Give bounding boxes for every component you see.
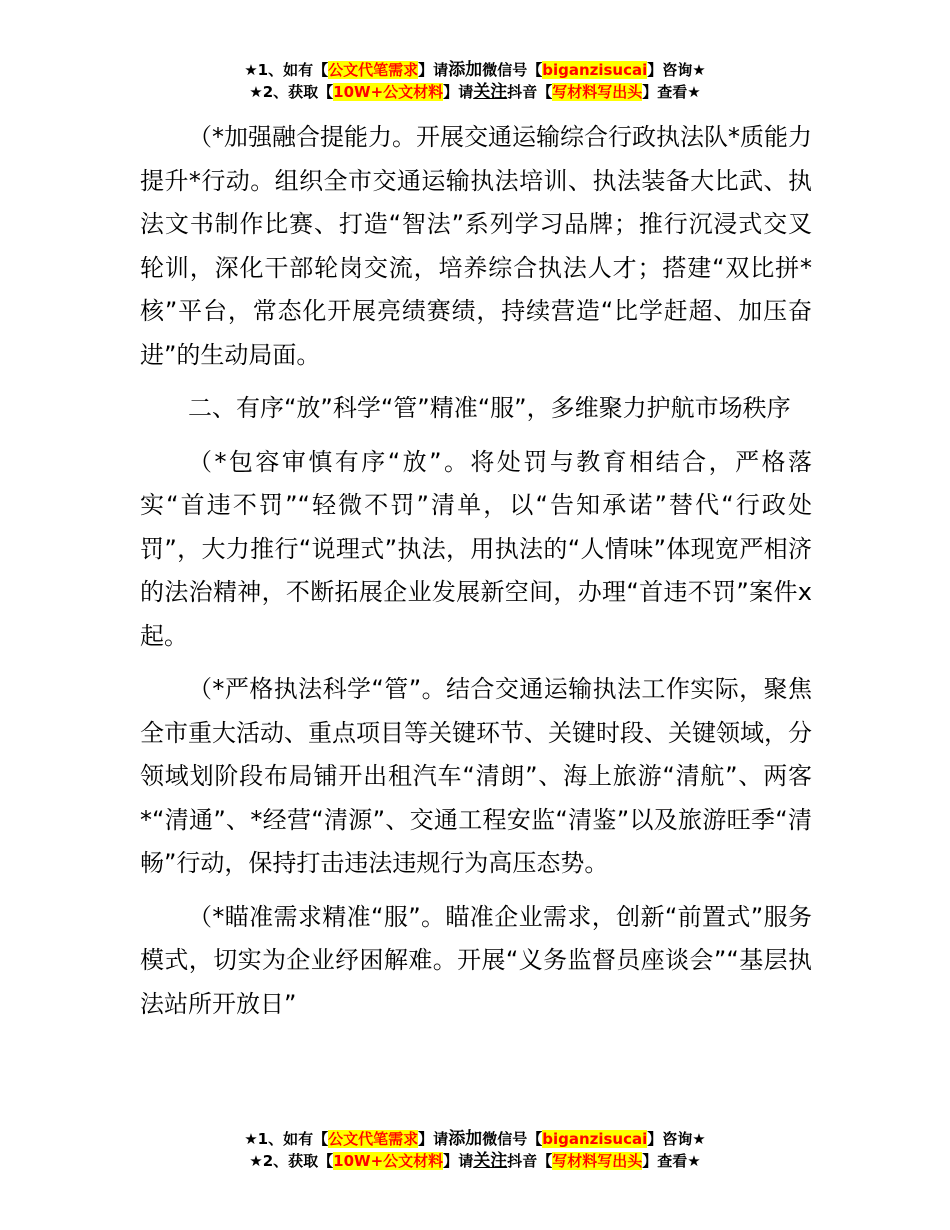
banner-text: 微信号 <box>482 61 528 79</box>
banner-bracket: 】 <box>642 83 658 101</box>
banner-bracket: 【 <box>313 61 329 79</box>
banner-highlight-service: 公文代笔需求 <box>328 1130 419 1148</box>
document-body <box>140 116 812 1036</box>
banner-text: ★2、获取 <box>249 83 319 101</box>
banner-bracket: 】 <box>418 61 434 79</box>
banner-bracket: 【 <box>318 1152 334 1170</box>
banner-text: 请 <box>458 83 474 101</box>
banner-text: ★1、如有 <box>244 61 314 79</box>
banner-highlight-douyin-account: 写材料写出头 <box>552 83 643 101</box>
banner-highlight-wechat-id: biganzisucai <box>542 61 648 79</box>
banner-bracket: 【 <box>318 83 334 101</box>
banner-text-emphasis: 关注 <box>473 1151 508 1171</box>
banner-bracket: 】 <box>647 1130 663 1148</box>
paragraph-integration-capability: （*加强融合提能力。开展交通运输综合行政执法队*质能力提升*行动。组织全市交通运输执法培训、执法装备大比武、执法文书制作比赛、打造“智法”系列学习品牌；推行沉浸式交叉轮训，深化干部轮岗交流，培养综合执法人才；搭建“双比拼*核”平台，常态化开展亮绩赛绩，持续营造“比学赶超、加压奋进”的生动局面。 <box>140 123 812 369</box>
banner-text: 微信号 <box>482 1130 528 1148</box>
banner-highlight-douyin-account: 写材料写出头 <box>552 1152 643 1170</box>
banner-bracket: 【 <box>527 1130 543 1148</box>
banner-text: ★2、获取 <box>249 1152 319 1170</box>
banner-bracket: 】 <box>642 1152 658 1170</box>
banner-text: 请 <box>433 1130 449 1148</box>
paragraph-scientific-management: （*严格执法科学“管”。结合交通运输执法工作实际，聚焦全市重大活动、重点项目等关键环节、关键时段、关键领域，分领域划阶段布局铺开出租汽车“清朗”、海上旅游“清航”、两客*“清通”、*经营“清源”、交通工程安监“清鉴”以及旅游旺季“清畅”行动，保持打击违法违规行为高压态势。 <box>140 675 812 877</box>
banner-bracket: 】 <box>647 61 663 79</box>
banner-text: ★1、如有 <box>244 1130 314 1148</box>
banner-bracket: 【 <box>537 83 553 101</box>
banner-bracket: 【 <box>313 1130 329 1148</box>
banner-text: 抖音 <box>507 83 538 101</box>
banner-text: 抖音 <box>507 1152 538 1170</box>
paragraph-inclusive-release: （*包容审慎有序“放”。将处罚与教育相结合，严格落实“首违不罚”“轻微不罚”清单，以“告知承诺”替代“行政处罚”，大力推行“说理式”执法，用执法的“人情味”体现宽严相济的法治精神，不断拓展企业发展新空间，办理“首违不罚”案件x起。 <box>140 447 812 650</box>
banner-text: 请 <box>433 61 449 79</box>
banner-text-emphasis: 关注 <box>473 82 508 102</box>
banner-highlight-service: 公文代笔需求 <box>328 61 419 79</box>
banner-bracket: 】 <box>443 83 459 101</box>
banner-highlight-wechat-id: biganzisucai <box>542 1130 648 1148</box>
banner-text: 请 <box>458 1152 474 1170</box>
banner-line-1 <box>0 1128 950 1150</box>
banner-bracket: 【 <box>527 61 543 79</box>
banner-text: 咨询★ <box>662 1130 706 1148</box>
banner-text-emphasis: 添加 <box>448 1129 483 1149</box>
banner-highlight-materials: 10W+公文材料 <box>333 1152 444 1170</box>
header-banner <box>0 59 950 103</box>
banner-line-2 <box>0 1150 950 1172</box>
banner-text: 咨询★ <box>662 61 706 79</box>
banner-line-2 <box>0 81 950 103</box>
paragraph-precise-service: （*瞄准需求精准“服”。瞄准企业需求，创新“前置式”服务模式，切实为企业纾困解难。开展“义务监督员座谈会”“基层执法站所开放日” <box>140 902 812 1018</box>
footer-banner <box>0 1128 950 1172</box>
banner-text: 查看★ <box>657 1152 701 1170</box>
banner-bracket: 】 <box>418 1130 434 1148</box>
section-heading-market-order: 二、有序“放”科学“管”精准“服”，多维聚力护航市场秩序 <box>188 394 791 422</box>
banner-line-1 <box>0 59 950 81</box>
banner-bracket: 】 <box>443 1152 459 1170</box>
banner-text: 查看★ <box>657 83 701 101</box>
banner-text-emphasis: 添加 <box>448 60 483 80</box>
banner-highlight-materials: 10W+公文材料 <box>333 83 444 101</box>
banner-bracket: 【 <box>537 1152 553 1170</box>
